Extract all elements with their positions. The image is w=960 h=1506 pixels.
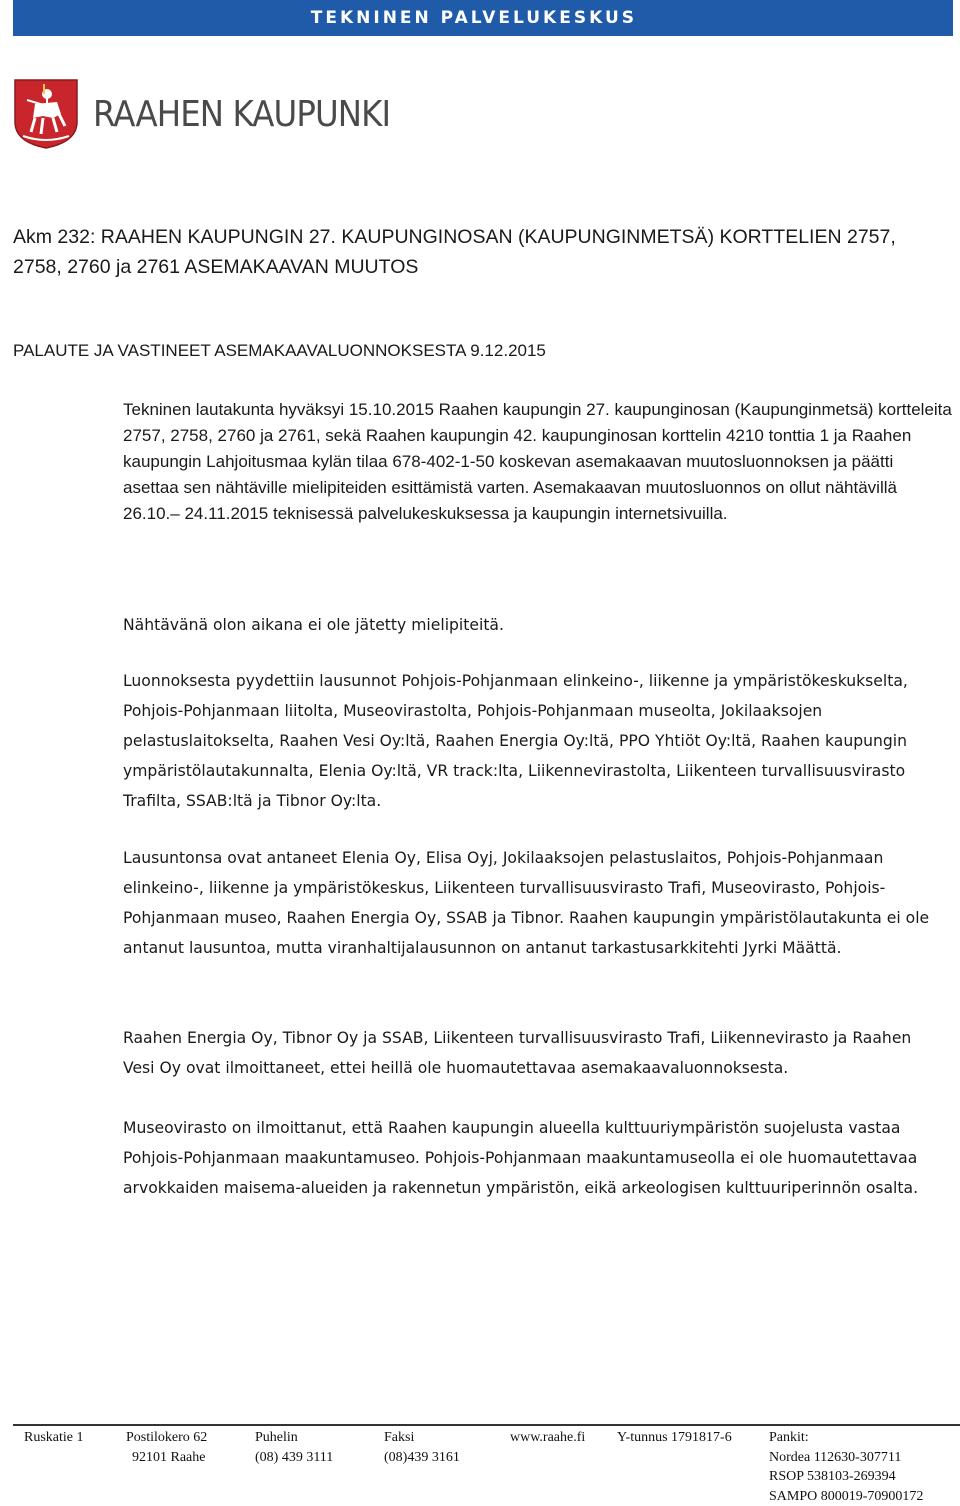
bank-account-2: RSOP 538103-269394 — [769, 1467, 923, 1487]
footer-banks — [769, 1428, 923, 1506]
address-line: Ruskatie 1 — [24, 1428, 84, 1448]
coat-of-arms-icon — [13, 78, 79, 150]
business-id: Y-tunnus 1791817-6 — [617, 1428, 732, 1448]
header-banner — [13, 0, 953, 36]
footer-web — [510, 1428, 585, 1448]
website-link[interactable]: www.raahe.fi — [510, 1428, 585, 1448]
footer-address — [24, 1428, 84, 1448]
logo — [13, 78, 423, 150]
paragraph-3: Luonnoksesta pyydettiin lausunnot Pohjois-Pohjanmaan elinkeino-, liikenne ja ympäristökeskukselta, Pohjois-Pohjanmaan liitolta, Museovirastolta, Pohjois-Pohjanmaan museolta, Jokilaaksojen pelastuslaitokselta, Raahen Vesi Oy:ltä, Raahen Energia Oy:ltä, PPO Yhtiöt Oy:ltä, Raahen kaupungin ympäristölautakunnalta, Elenia Oy:ltä, VR track:lta, Liikennevirastolta, Liikenteen turvallisuusvirasto Trafilta, SSAB:ltä ja Tibnor Oy:lta. — [123, 666, 932, 816]
paragraph-2: Nähtävänä olon aikana ei ole jätetty mielipiteitä. — [123, 610, 932, 640]
banner-text: TEKNINEN PALVELUKESKUS — [311, 8, 637, 28]
bank-account-3: SAMPO 800019-70900172 — [769, 1487, 923, 1506]
document-subtitle: PALAUTE JA VASTINEET ASEMAKAAVALUONNOKSESTA 9.12.2015 — [13, 341, 546, 361]
paragraph-1: Tekninen lautakunta hyväksyi 15.10.2015 Raahen kaupungin 27. kaupunginosan (Kaupunginmetsä) kortteleita 2757, 2758, 2760 ja 2761, sekä Raahen kaupungin 42. kaupunginosan korttelin 4210 tonttia 1 ja Raahen kaupungin Lahjoitusmaa kylän tilaa 678-402-1-50 koskevan asemakaavan muutosluonnoksen ja päätti asettaa sen nähtäville mielipiteiden esittämistä varten. Asemakaavan muutosluonnos on ollut nähtävillä 26.10.– 24.11.2015 teknisessä palvelukeskuksessa ja kaupungin internetsivuilla. — [123, 397, 953, 527]
fax-label: Faksi — [384, 1428, 460, 1448]
footer-fax — [384, 1428, 460, 1467]
bank-account-1: Nordea 112630-307711 — [769, 1448, 923, 1468]
pobox: Postilokero 62 — [126, 1428, 207, 1448]
phone-label: Puhelin — [255, 1428, 333, 1448]
paragraph-4: Lausuntonsa ovat antaneet Elenia Oy, Elisa Oyj, Jokilaaksojen pelastuslaitos, Pohjois-Pohjanmaan elinkeino-, liikenne ja ympäristökeskus, Liikenteen turvallisuusvirasto Trafi, Museovirasto, Pohjois-Pohjanmaan museo, Raahen Energia Oy, SSAB ja Tibnor. Raahen kaupungin ympäristölautakunta ei ole antanut lausuntoa, mutta viranhaltijalausunnon on antanut tarkastusarkkitehti Jyrki Määttä. — [123, 843, 932, 963]
postcode: 92101 Raahe — [126, 1448, 207, 1468]
footer-phone — [255, 1428, 333, 1467]
banks-label: Pankit: — [769, 1428, 923, 1448]
fax-number: (08)439 3161 — [384, 1448, 460, 1468]
brand-name: RAAHEN KAUPUNKI — [93, 94, 390, 135]
footer-postal — [126, 1428, 207, 1467]
footer-divider — [13, 1424, 960, 1426]
paragraph-6: Museovirasto on ilmoittanut, että Raahen kaupungin alueella kulttuuriympäristön suojelusta vastaa Pohjois-Pohjanmaan maakuntamuseo. Pohjois-Pohjanmaan maakuntamuseolla ei ole huomautettavaa arvokkaiden maisema-alueiden ja rakennetun ympäristön, eikä arkeologisen kulttuuriperinnön osalta. — [123, 1113, 932, 1203]
footer-ytunnus — [617, 1428, 732, 1448]
paragraph-5: Raahen Energia Oy, Tibnor Oy ja SSAB, Liikenteen turvallisuusvirasto Trafi, Liikennevirasto ja Raahen Vesi Oy ovat ilmoittaneet, ettei heillä ole huomautettavaa asemakaavaluonnoksesta. — [123, 1023, 932, 1083]
phone-number: (08) 439 3111 — [255, 1448, 333, 1468]
document-title: Akm 232: RAAHEN KAUPUNGIN 27. KAUPUNGINOSAN (KAUPUNGINMETSÄ) KORTTELIEN 2757, 2758, 2760 ja 2761 ASEMAKAAVAN MUUTOS — [13, 222, 943, 282]
